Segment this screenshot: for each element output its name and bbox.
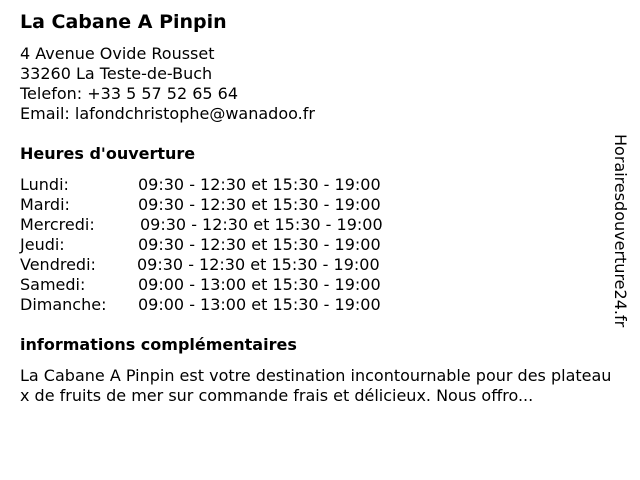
day-label: Vendredi:	[20, 255, 96, 274]
time-range: 09:30 - 12:30 et 15:30 - 19:00	[137, 255, 380, 274]
hours-row-mardi	[20, 195, 620, 215]
business-description: La Cabane A Pinpin est votre destination incontournable pour des plateaux de fruits de mer sur commande frais et délicieux. Nous offro...	[20, 366, 612, 405]
business-card	[20, 10, 620, 406]
business-name: La Cabane A Pinpin	[20, 11, 227, 33]
site-watermark: Horairesdouverture24.fr	[611, 134, 630, 328]
contact-block	[20, 44, 620, 124]
email-address: Email: lafondchristophe@wanadoo.fr	[20, 104, 315, 123]
day-label: Mardi:	[20, 195, 70, 214]
hours-row-lundi	[20, 175, 620, 195]
hours-row-vendredi	[20, 255, 620, 275]
phone-number: Telefon: +33 5 57 52 65 64	[20, 84, 239, 103]
address-street: 4 Avenue Ovide Rousset	[20, 44, 215, 63]
hours-row-mercredi	[20, 215, 620, 235]
day-label: Dimanche:	[20, 295, 107, 314]
time-range: 09:30 - 12:30 et 15:30 - 19:00	[138, 235, 381, 254]
time-range: 09:00 - 13:00 et 15:30 - 19:00	[138, 295, 381, 314]
time-range: 09:30 - 12:30 et 15:30 - 19:00	[138, 175, 381, 194]
opening-hours-table	[20, 175, 620, 315]
day-label: Lundi:	[20, 175, 69, 194]
time-range: 09:30 - 12:30 et 15:30 - 19:00	[140, 215, 383, 234]
time-range: 09:00 - 13:00 et 15:30 - 19:00	[138, 275, 381, 294]
info-heading: informations complémentaires	[20, 335, 297, 354]
hours-row-samedi	[20, 275, 620, 295]
hours-heading: Heures d'ouverture	[20, 144, 196, 163]
hours-row-dimanche	[20, 295, 620, 315]
day-label: Jeudi:	[20, 235, 65, 254]
time-range: 09:30 - 12:30 et 15:30 - 19:00	[138, 195, 381, 214]
day-label: Mercredi:	[20, 215, 95, 234]
day-label: Samedi:	[20, 275, 86, 294]
hours-row-jeudi	[20, 235, 620, 255]
address-city: 33260 La Teste-de-Buch	[20, 64, 213, 83]
